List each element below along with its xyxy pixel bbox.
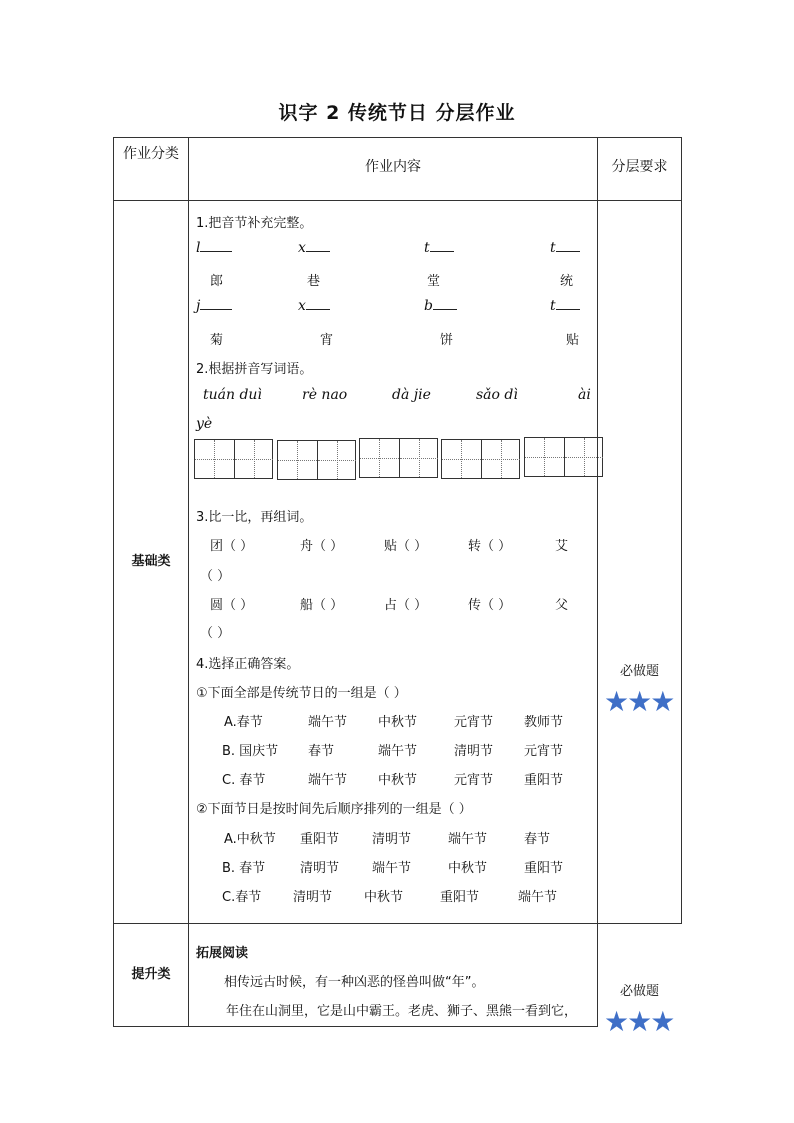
- q2-pinyin-wrap: yè: [196, 416, 213, 432]
- answer-line: [306, 251, 330, 252]
- q3-item: 船（ ）: [300, 598, 344, 613]
- q3-item: 转（ ）: [468, 539, 512, 554]
- answer-line: [430, 251, 454, 252]
- q3-item: 艾: [555, 539, 569, 554]
- q1-blank-x2: [298, 298, 330, 314]
- q2-pinyin-2: rè nao: [302, 387, 348, 403]
- table-border-right: [681, 137, 682, 924]
- q1-char-tie: 贴: [566, 333, 580, 348]
- q1-char-ju: 菊: [210, 333, 224, 348]
- q1-char-xiao: 宵: [320, 333, 334, 348]
- q3-item: 团（ ）: [210, 539, 254, 554]
- q1-blank-b: [424, 298, 457, 314]
- option-text: 端午节: [448, 832, 488, 847]
- q1-blank-l: [196, 240, 232, 256]
- table-col-divider-2: [597, 137, 598, 1027]
- option-text: 中秋节: [378, 715, 418, 730]
- option-text: 重阳节: [524, 773, 564, 788]
- answer-line: [306, 309, 330, 310]
- category-advanced: 提升类: [131, 967, 171, 982]
- answer-line: [433, 309, 457, 310]
- reading-paragraph-1: 相传远古时候，有一种凶恶的怪兽叫做“年”。: [224, 975, 485, 990]
- header-category: 作业分类: [123, 146, 179, 162]
- option-text: 元宵节: [454, 773, 494, 788]
- q1-title: 1.把音节补充完整。: [196, 216, 313, 231]
- q4-sub1-prompt: ①下面全部是传统节日的一组是（ ）: [196, 686, 407, 701]
- q1-char-xiang: 巷: [307, 274, 321, 289]
- option-text: 清明节: [300, 861, 340, 876]
- option-text: A.春节: [224, 715, 263, 730]
- option-text: 清明节: [293, 890, 333, 905]
- option-text: 端午节: [308, 715, 348, 730]
- char-cell: [195, 440, 234, 478]
- option-text: A.中秋节: [224, 832, 276, 847]
- option-text: 端午节: [372, 861, 412, 876]
- answer-line: [556, 251, 580, 252]
- blank-initial: j: [196, 298, 201, 314]
- writing-box-2[interactable]: [277, 440, 356, 480]
- reading-paragraph-2: 年住在山洞里，它是山中霸王。老虎、狮子、黑熊一看到它，: [226, 1004, 578, 1019]
- q3-item: 传（ ）: [468, 598, 512, 613]
- option-text: 中秋节: [364, 890, 404, 905]
- writing-box-3[interactable]: [359, 438, 438, 478]
- table-border-left: [113, 137, 114, 1027]
- char-cell: [564, 438, 603, 476]
- table-border-bottom: [113, 1026, 598, 1027]
- q1-char-bing: 饼: [440, 333, 454, 348]
- option-text: C.春节: [222, 890, 262, 905]
- q1-blank-t1: [424, 240, 454, 256]
- q1-blank-t3: [550, 298, 580, 314]
- char-cell: [317, 441, 356, 479]
- option-text: C. 春节: [222, 773, 266, 788]
- blank-initial: t: [550, 240, 556, 256]
- option-text: 端午节: [518, 890, 558, 905]
- header-content: 作业内容: [365, 159, 421, 175]
- q1-blank-x1: [298, 240, 330, 256]
- q2-title: 2.根据拼音写词语。: [196, 362, 313, 377]
- option-text: 中秋节: [378, 773, 418, 788]
- answer-line: [556, 309, 580, 310]
- option-text: 重阳节: [524, 861, 564, 876]
- option-text: B. 国庆节: [222, 744, 279, 759]
- char-cell: [278, 441, 317, 479]
- q1-blank-j: [196, 298, 232, 314]
- option-text: 端午节: [378, 744, 418, 759]
- category-basic: 基础类: [131, 554, 171, 569]
- advanced-requirement: 必做题: [619, 984, 659, 999]
- writing-box-1[interactable]: [194, 439, 273, 479]
- q1-char-tang: 堂: [427, 274, 441, 289]
- q1-char-tong: 统: [560, 274, 574, 289]
- q1-char-lang: 郎: [210, 274, 224, 289]
- option-text: 重阳节: [440, 890, 480, 905]
- option-text: 教师节: [524, 715, 564, 730]
- answer-line: [200, 251, 232, 252]
- q1-blank-t2: [550, 240, 580, 256]
- page-title: 识字 2 传统节日 分层作业: [278, 102, 516, 124]
- q3-item-wrap: （ ）: [200, 569, 231, 584]
- option-text: 清明节: [454, 744, 494, 759]
- option-text: B. 春节: [222, 861, 266, 876]
- blank-initial: t: [424, 240, 430, 256]
- writing-box-4[interactable]: [441, 439, 520, 479]
- q3-item: 舟（ ）: [300, 539, 344, 554]
- option-text: 清明节: [372, 832, 412, 847]
- blank-initial: x: [298, 298, 306, 314]
- q4-title: 4.选择正确答案。: [196, 657, 300, 672]
- option-text: 春节: [308, 744, 335, 759]
- writing-box-5[interactable]: [524, 437, 603, 477]
- q3-item-wrap: （ ）: [200, 626, 231, 641]
- q2-pinyin-4: sǎo dì: [476, 387, 518, 403]
- option-text: 重阳节: [300, 832, 340, 847]
- table-col-divider-1: [188, 137, 189, 1027]
- q2-pinyin-3: dà jie: [392, 387, 431, 403]
- char-cell: [525, 438, 564, 476]
- option-text: 端午节: [308, 773, 348, 788]
- char-cell: [481, 440, 520, 478]
- char-cell: [234, 440, 273, 478]
- q3-item: 贴（ ）: [384, 539, 428, 554]
- option-text: 元宵节: [454, 715, 494, 730]
- blank-initial: x: [298, 240, 306, 256]
- difficulty-stars-icon: ★★★: [604, 1005, 674, 1038]
- q2-pinyin-5: ài: [578, 387, 591, 403]
- q3-item: 圆（ ）: [210, 598, 254, 613]
- header-requirement: 分层要求: [611, 159, 668, 175]
- blank-initial: b: [424, 298, 433, 314]
- answer-line: [200, 309, 232, 310]
- blank-initial: l: [196, 240, 201, 256]
- blank-initial: t: [550, 298, 556, 314]
- reading-heading: 拓展阅读: [196, 946, 249, 961]
- difficulty-stars-icon: ★★★: [604, 685, 674, 718]
- char-cell: [442, 440, 481, 478]
- q2-pinyin-1: tuán duì: [203, 387, 262, 403]
- option-text: 春节: [524, 832, 551, 847]
- option-text: 中秋节: [448, 861, 488, 876]
- q4-sub2-prompt: ②下面节日是按时间先后顺序排列的一组是（ ）: [196, 802, 472, 817]
- char-cell: [360, 439, 399, 477]
- q3-item: 父: [555, 598, 569, 613]
- char-cell: [399, 439, 438, 477]
- option-text: 元宵节: [524, 744, 564, 759]
- q3-title: 3.比一比，再组词。: [196, 510, 313, 525]
- q3-item: 占（ ）: [384, 598, 428, 613]
- basic-requirement: 必做题: [619, 664, 659, 679]
